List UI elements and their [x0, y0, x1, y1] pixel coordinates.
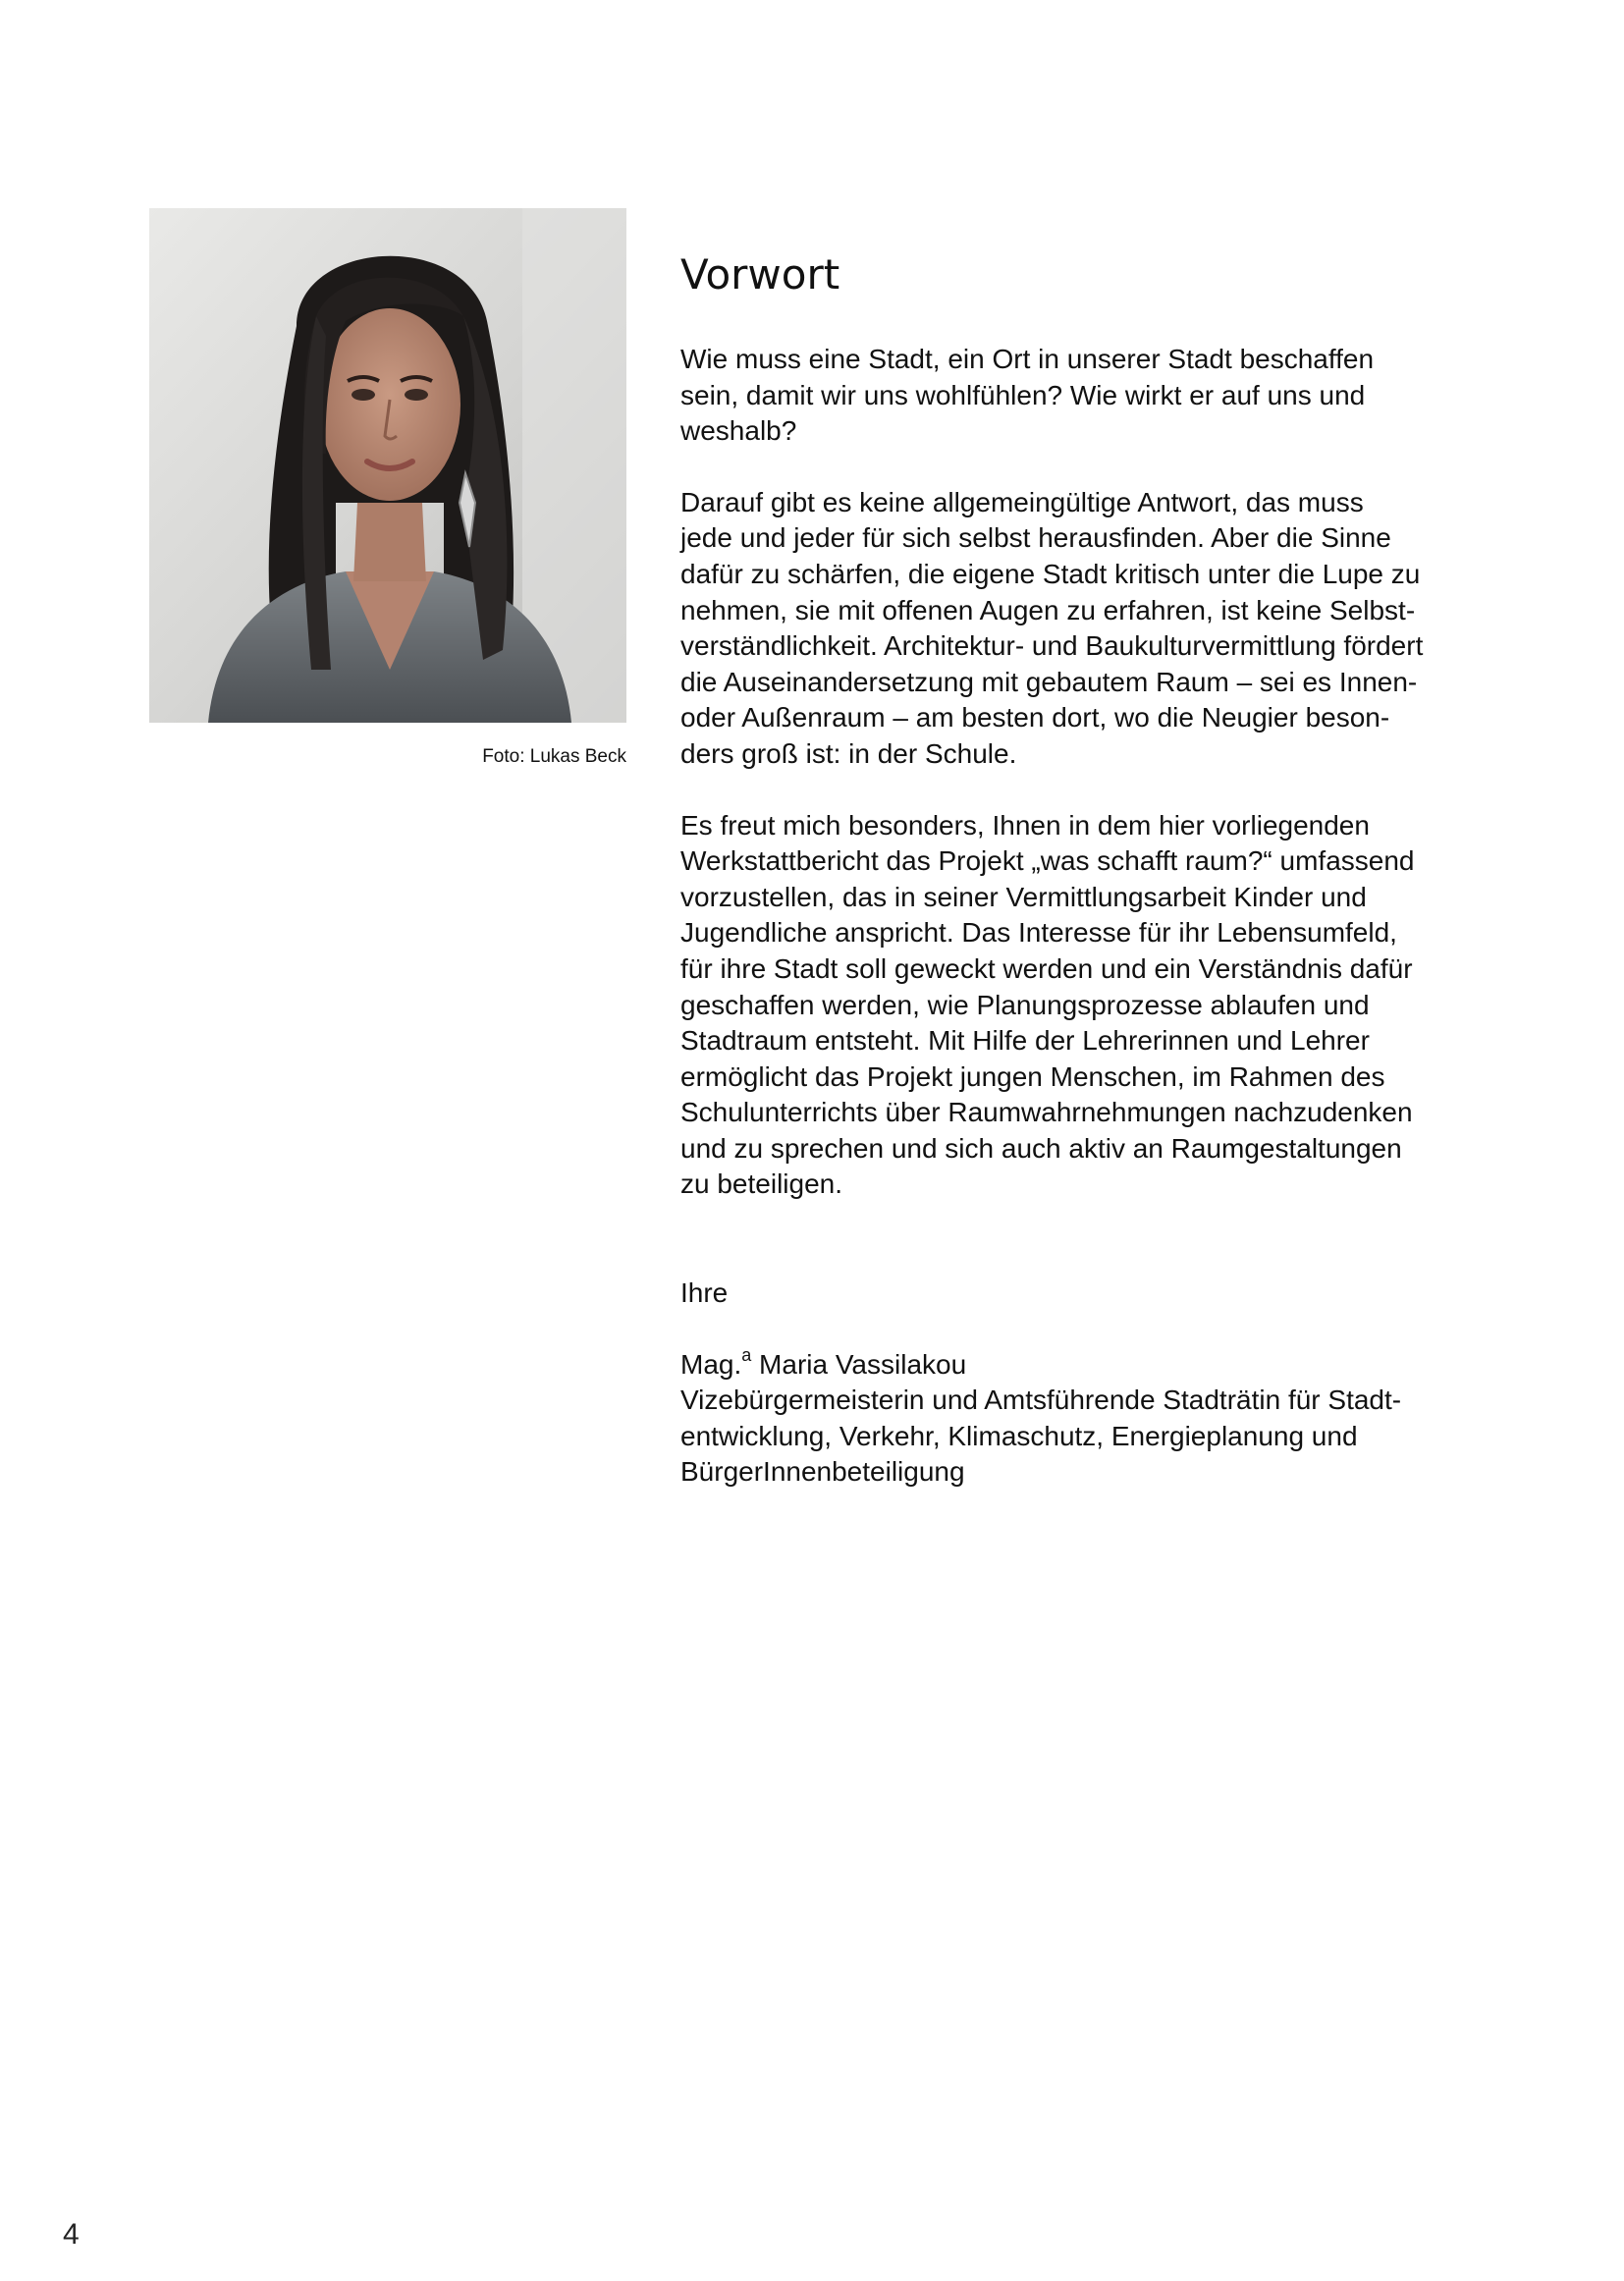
signatory-role: Vizebürgermeisterin und Amtsführende Stadträtin für Stadt- entwicklung, Verkehr, Klimaschutz, Energieplanung und BürgerInnenbeteiligung	[680, 1385, 1402, 1488]
greeting: Ihre	[680, 1277, 729, 1309]
closing-signature	[680, 1276, 1486, 1491]
signatory-name	[680, 1347, 1486, 1384]
paragraph: Wie muss eine Stadt, ein Ort in unserer Stadt beschaffen sein, damit wir uns wohlfühlen? Wie wirkt er auf uns und weshalb?	[680, 344, 1375, 447]
foreword-body	[680, 342, 1486, 1203]
signatory-title-superscript: a	[741, 1345, 752, 1366]
paragraph: Darauf gibt es keine allgemeingültige Antwort, das muss jede und jeder für sich selbst herausfinden. Aber die Sinne dafür zu schärfen, die eigene Stadt kritisch unter die Lupe zu nehmen, sie mit offenen Augen zu erfahren, ist keine Selbst- verständlichkeit. Architektur- und Baukulturvermittlung fördert die Auseinandersetzung mit gebautem Raum – sei es Innen- oder Außenraum – am besten dort, wo die Neugier beson- ders groß ist: in der Schule.	[680, 486, 1424, 769]
signatory-name-text: Maria Vassilakou	[751, 1348, 967, 1380]
photo-credit: Foto: Lukas Beck	[482, 746, 626, 767]
portrait-photo	[149, 208, 626, 723]
page-number: 4	[63, 2218, 80, 2251]
paragraph: Es freut mich besonders, Ihnen in dem hier vorliegenden Werkstattbericht das Projekt „was schafft raum?“ umfassend vorzustellen, das in seiner Vermittlungsarbeit Kinder und Jugendliche anspricht. Das Interesse für ihr Lebensumfeld, für ihre Stadt soll geweckt werden und ein Verständnis dafür geschaffen werden, wie Planungsprozesse ablaufen und Stadtraum entsteht. Mit Hilfe der Lehrerinnen und Lehrer ermöglicht das Projekt jungen Menschen, im Rahmen des Schulunterrichts über Raumwahrnehmungen nachzudenken und zu sprechen und sich auch aktiv an Raumgestaltungen zu beteiligen.	[680, 809, 1415, 1200]
foreword-content	[680, 247, 1486, 1491]
signatory-title-prefix: Mag.	[680, 1348, 742, 1380]
page-title: Vorwort	[680, 250, 840, 299]
